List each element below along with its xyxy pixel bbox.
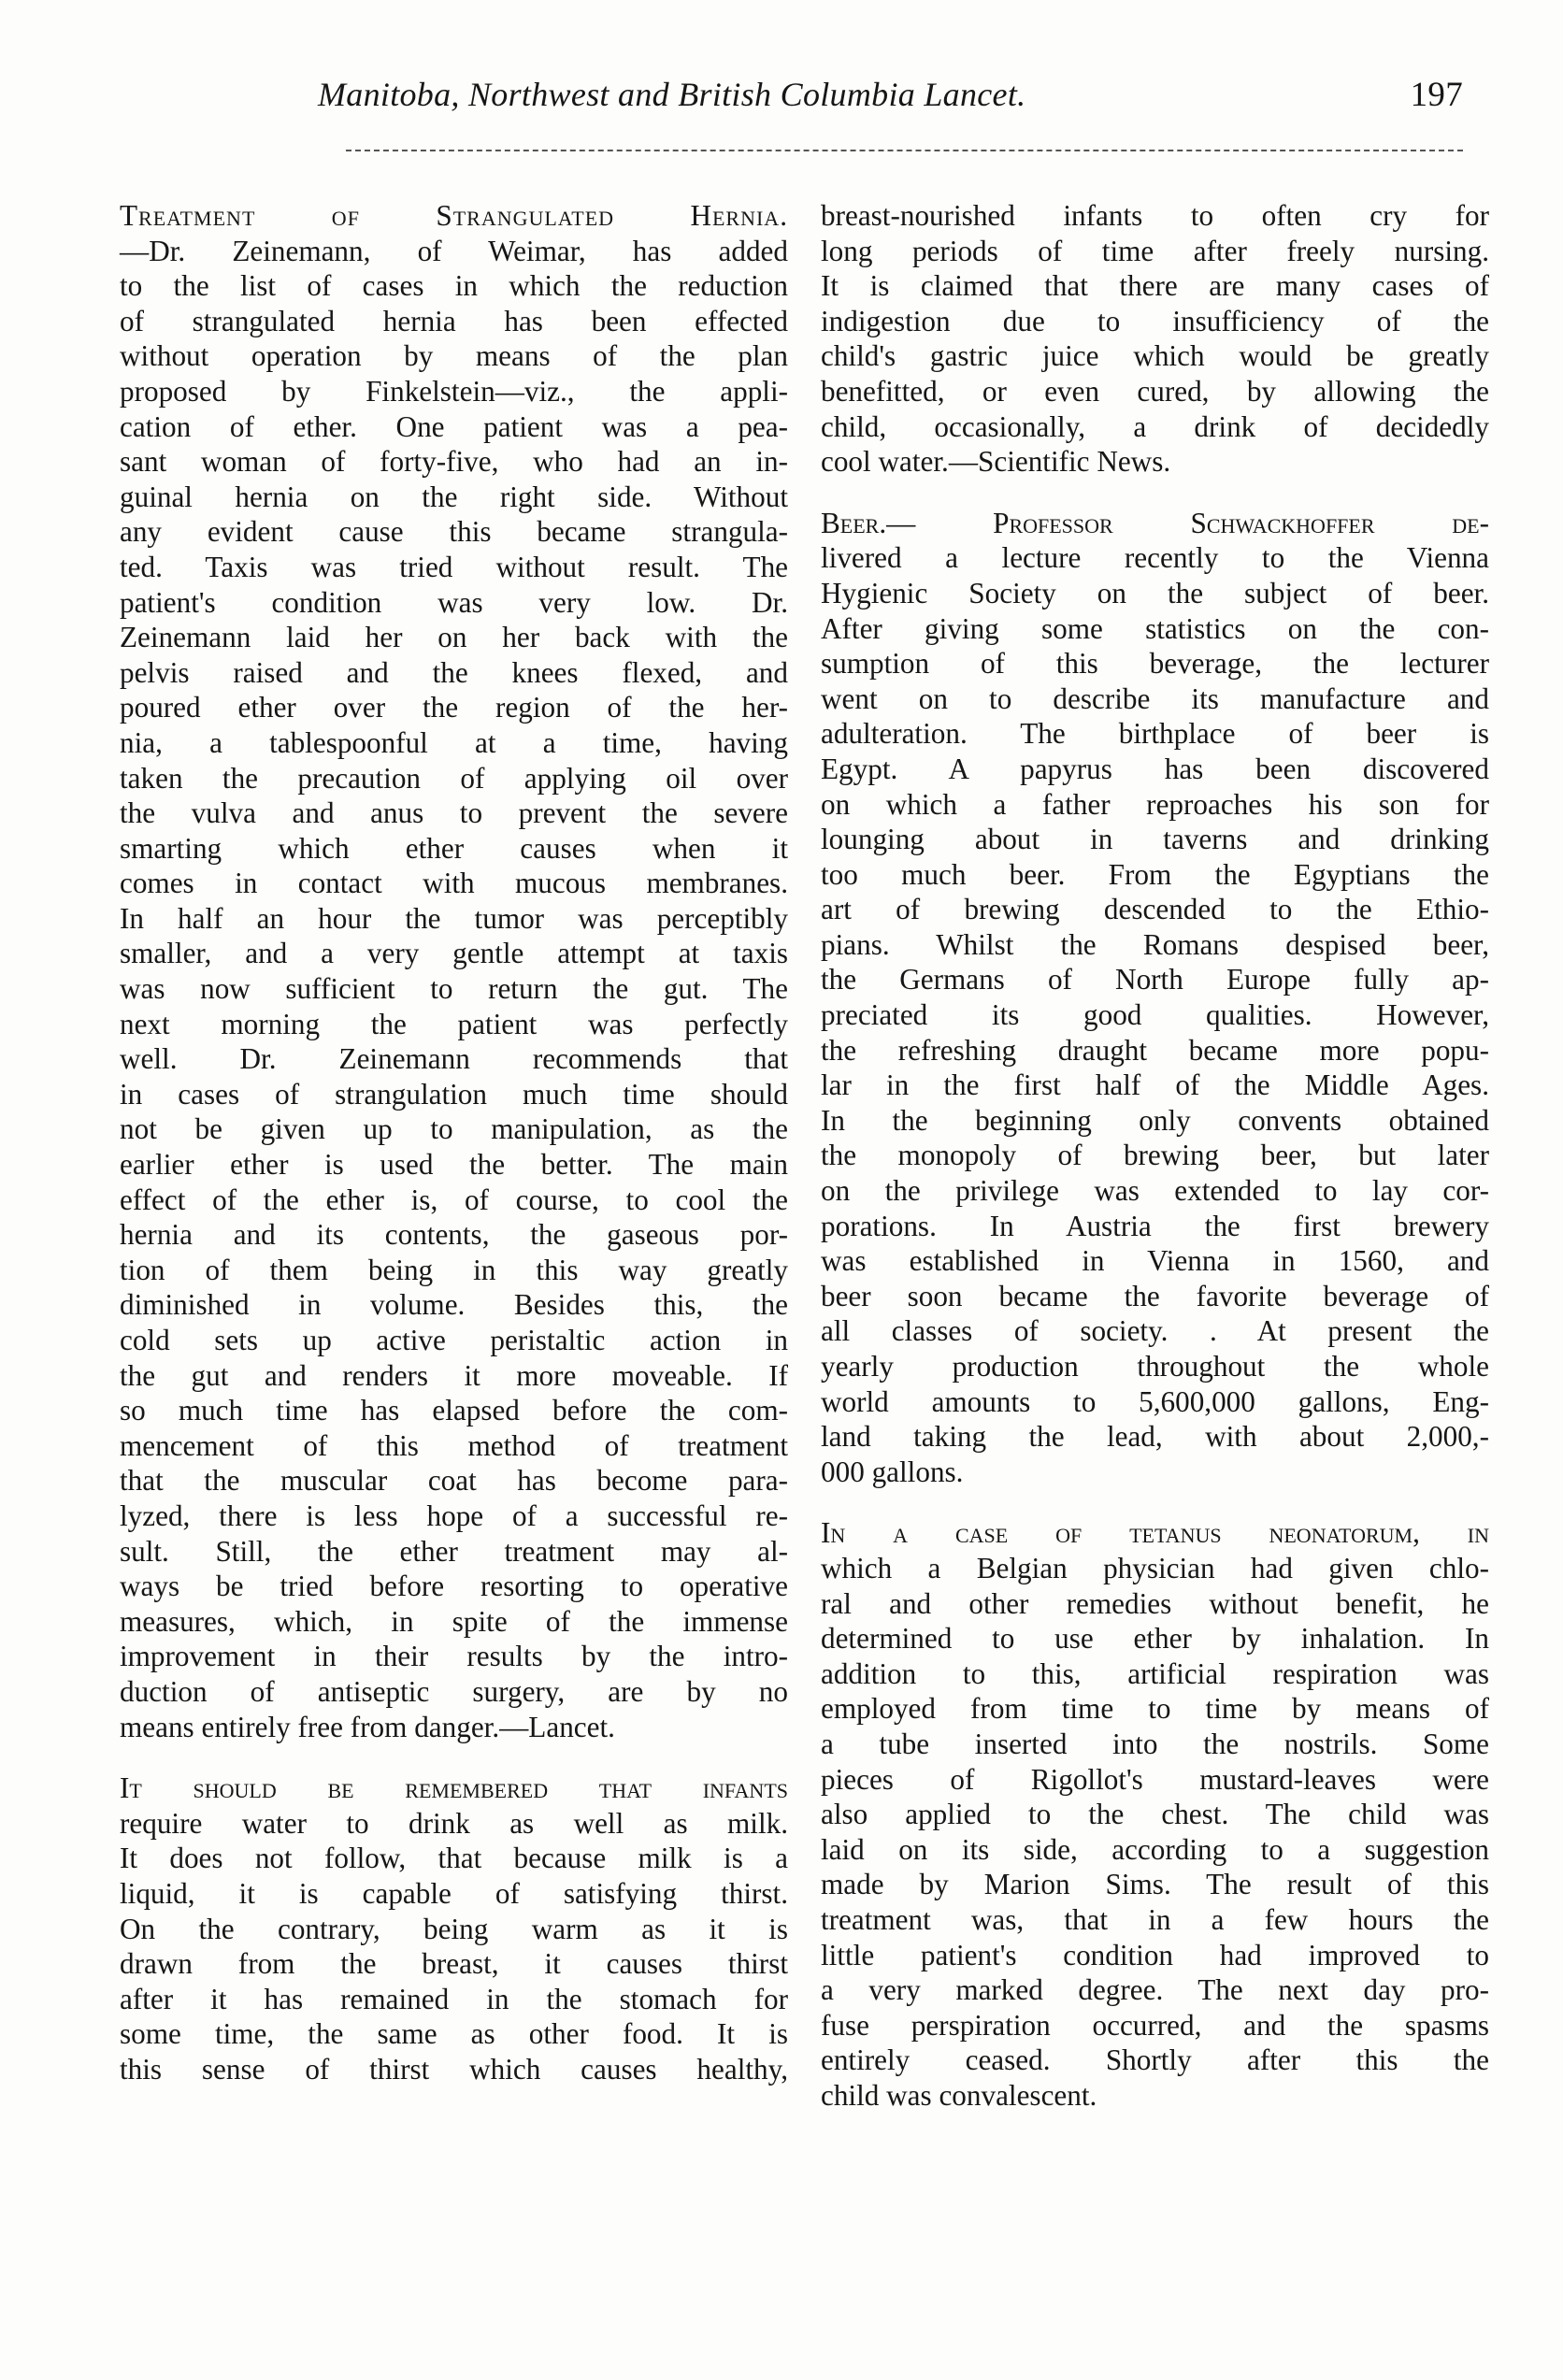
text-line: on the privilege was extended to lay cor- xyxy=(821,1174,1489,1208)
text-line: addition to this, artificial respiration was xyxy=(821,1656,1489,1690)
text-line: the Germans of North Europe fully ap- xyxy=(821,963,1489,996)
text-line: without operation by means of the plan xyxy=(120,339,788,373)
text-line: smaller, and a very gentle attempt at taxis xyxy=(120,937,788,970)
text-line: which a Belgian physician had given chlo- xyxy=(821,1551,1489,1584)
text-line: the refreshing draught became more popu- xyxy=(821,1033,1489,1067)
text-line: little patient's condition had improved to xyxy=(821,1938,1489,1971)
text-line: cation of ether. One patient was a pea- xyxy=(120,409,788,443)
running-title: Manitoba, Northwest and British Columbia Lancet. xyxy=(318,76,1026,113)
text-line: child, occasionally, a drink of decidedly xyxy=(821,409,1489,443)
text-line: On the contrary, being warm as it is xyxy=(120,1912,788,1945)
text-line: comes in contact with mucous membranes. xyxy=(120,867,788,900)
text-line: art of brewing descended to the Ethio- xyxy=(821,893,1489,926)
text-line: taken the precaution of applying oil over xyxy=(120,761,788,795)
text-line: It does not follow, that because milk is a xyxy=(120,1842,788,1875)
text-line: benefitted, or even cured, by allowing the xyxy=(821,374,1489,408)
text-line: It is claimed that there are many cases of xyxy=(821,269,1489,303)
text-line: porations. In Austria the first brewery xyxy=(821,1209,1489,1242)
text-line: any evident cause this became strangula- xyxy=(120,515,788,549)
text-line: It should be remembered that infants xyxy=(120,1771,788,1805)
text-line: lounging about in taverns and drinking xyxy=(821,823,1489,856)
text-line: the gut and renders it more moveable. If xyxy=(120,1358,788,1392)
text-line: Egypt. A papyrus has been discovered xyxy=(821,752,1489,785)
text-line: a tube inserted into the nostrils. Some xyxy=(821,1727,1489,1760)
text-line: livered a lecture recently to the Vienna xyxy=(821,541,1489,575)
text-line: means entirely free from danger.—Lancet. xyxy=(120,1710,615,1743)
text-line: nia, a tablespoonful at a time, having xyxy=(120,725,788,759)
text-line: child's gastric juice which would be greatly xyxy=(821,339,1489,373)
text-line: cool water.—Scientific News. xyxy=(821,445,1171,479)
text-line: employed from time to time by means of xyxy=(821,1692,1489,1726)
text-line: Hygienic Society on the subject of beer. xyxy=(821,576,1489,609)
text-line: Treatment of Strangulated Hernia. xyxy=(120,199,788,232)
left-column xyxy=(120,198,788,2086)
text-line: cold sets up active peristaltic action in xyxy=(120,1324,788,1356)
text-line: pelvis raised and the knees flexed, and xyxy=(120,655,788,689)
paragraph-gap xyxy=(821,1489,1489,1515)
text-line: hernia and its contents, the gaseous por- xyxy=(120,1218,788,1252)
text-line: a very marked degree. The next day pro- xyxy=(821,1973,1489,2007)
text-line: lyzed, there is less hope of a successful re- xyxy=(120,1498,788,1532)
text-line: After giving some statistics on the con- xyxy=(821,611,1489,645)
text-line: earlier ether is used the better. The main xyxy=(120,1148,788,1182)
text-line: well. Dr. Zeinemann recommends that xyxy=(120,1042,788,1076)
text-line: determined to use ether by inhalation. In xyxy=(821,1622,1489,1656)
text-line: tion of them being in this way greatly xyxy=(120,1253,788,1286)
text-line: In the beginning only convents obtained xyxy=(821,1103,1489,1137)
text-line: that the muscular coat has become para- xyxy=(120,1464,788,1498)
text-line: In half an hour the tumor was perceptibly xyxy=(120,901,788,935)
text-line: guinal hernia on the right side. Without xyxy=(120,480,788,513)
text-line: improvement in their results by the intro- xyxy=(120,1640,788,1673)
text-line: mencement of this method of treatment xyxy=(120,1428,788,1462)
text-line: fuse perspiration occurred, and the spasms xyxy=(821,2008,1489,2042)
text-line: ted. Taxis was tried without result. The xyxy=(120,550,788,583)
text-line: in cases of strangulation much time should xyxy=(120,1077,788,1111)
text-line: Zeinemann laid her on her back with the xyxy=(120,621,788,654)
paragraph-gap xyxy=(821,480,1489,506)
text-line: was established in Vienna in 1560, and xyxy=(821,1244,1489,1278)
text-line: sumption of this beverage, the lecturer xyxy=(821,647,1489,681)
text-line: long periods of time after freely nursing. xyxy=(821,234,1489,267)
text-line: on which a father reproaches his son for xyxy=(821,787,1489,821)
text-line: child was convalescent. xyxy=(821,2078,1097,2112)
text-line: preciated its good qualities. However, xyxy=(821,998,1489,1032)
text-line: ral and other remedies without benefit, he xyxy=(821,1586,1489,1620)
text-line: entirely ceased. Shortly after this the xyxy=(821,2043,1489,2077)
text-line: yearly production throughout the whole xyxy=(821,1350,1489,1383)
text-line: the monopoly of brewing beer, but later xyxy=(821,1139,1489,1172)
text-line: effect of the ether is, of course, to cool the xyxy=(120,1183,788,1216)
text-line: beer soon became the favorite beverage of xyxy=(821,1279,1489,1312)
text-line: to the list of cases in which the reduction xyxy=(120,269,788,303)
text-line: drawn from the breast, it causes thirst xyxy=(120,1947,788,1981)
text-line: laid on its side, according to a suggestion xyxy=(821,1832,1489,1866)
text-line: of strangulated hernia has been effected xyxy=(120,304,788,337)
text-line: some time, the same as other food. It is xyxy=(120,2017,788,2051)
text-line: world amounts to 5,600,000 gallons, Eng- xyxy=(821,1384,1489,1418)
text-line: pieces of Rigollot's mustard-leaves were xyxy=(821,1762,1489,1796)
text-line: also applied to the chest. The child was xyxy=(821,1798,1489,1831)
text-line: so much time has elapsed before the com- xyxy=(120,1394,788,1427)
text-line: went on to describe its manufacture and xyxy=(821,681,1489,715)
text-line: land taking the lead, with about 2,000,- xyxy=(821,1420,1489,1454)
text-line: lar in the first half of the Middle Ages. xyxy=(821,1068,1489,1102)
text-line: In a case of tetanus neonatorum, in xyxy=(821,1516,1489,1550)
text-line: patient's condition was very low. Dr. xyxy=(120,585,788,619)
running-head xyxy=(318,75,1463,131)
text-line: duction of antiseptic surgery, are by no xyxy=(120,1674,788,1708)
text-line: not be given up to manipulation, as the xyxy=(120,1112,788,1146)
text-line: sant woman of forty-five, who had an in- xyxy=(120,445,788,479)
text-line: made by Marion Sims. The result of this xyxy=(821,1868,1489,1901)
text-line: smarting which ether causes when it xyxy=(120,831,788,865)
text-line: after it has remained in the stomach for xyxy=(120,1982,788,2015)
text-line: require water to drink as well as milk. xyxy=(120,1806,788,1840)
text-line: Beer.— Professor Schwackhoffer de- xyxy=(821,506,1489,539)
text-line: breast-nourished infants to often cry for xyxy=(821,199,1489,232)
text-line: next morning the patient was perfectly xyxy=(120,1007,788,1040)
text-line: too much beer. From the Egyptians the xyxy=(821,857,1489,891)
text-line: proposed by Finkelstein—viz., the appli- xyxy=(120,374,788,408)
text-line: all classes of society. . At present the xyxy=(821,1314,1489,1348)
text-line: treatment was, that in a few hours the xyxy=(821,1902,1489,1936)
text-line: was now sufficient to return the gut. The xyxy=(120,972,788,1006)
text-line: indigestion due to insufficiency of the xyxy=(821,304,1489,337)
text-line: poured ether over the region of the her- xyxy=(120,691,788,724)
text-line: this sense of thirst which causes healthy, xyxy=(120,2052,788,2086)
paragraph-gap xyxy=(120,1744,788,1771)
text-line: the vulva and anus to prevent the severe xyxy=(120,796,788,830)
page-number: 197 xyxy=(1410,76,1463,114)
text-line: —Dr. Zeinemann, of Weimar, has added xyxy=(120,234,788,267)
header-rule xyxy=(346,150,1463,151)
text-line: measures, which, in spite of the immense xyxy=(120,1604,788,1638)
right-column xyxy=(821,198,1489,2113)
text-line: pians. Whilst the Romans despised beer, xyxy=(821,927,1489,961)
text-line: 000 gallons. xyxy=(821,1455,964,1488)
text-line: liquid, it is capable of satisfying thirst. xyxy=(120,1876,788,1910)
text-line: ways be tried before resorting to operative xyxy=(120,1570,788,1603)
text-line: diminished in volume. Besides this, the xyxy=(120,1288,788,1322)
text-line: sult. Still, the ether treatment may al- xyxy=(120,1534,788,1568)
text-line: adulteration. The birthplace of beer is xyxy=(821,717,1489,751)
